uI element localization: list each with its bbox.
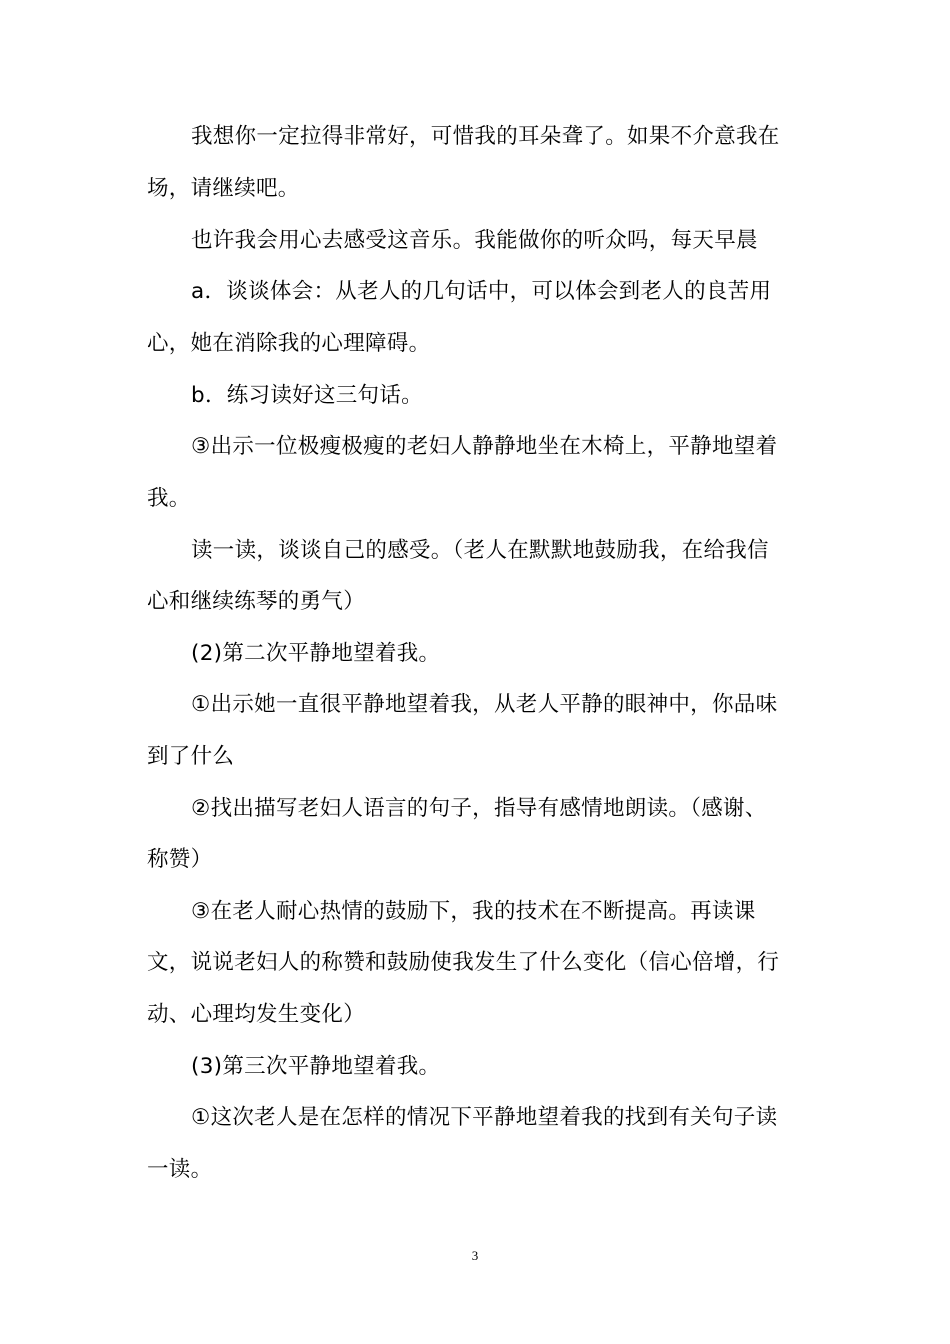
paragraph-10-line-3: 动、心理均发生变化） (147, 1002, 366, 1027)
paragraph-3-line-2: 心，她在消除我的心理障碍。 (147, 331, 431, 356)
paragraph-9-line-2: 称赞） (147, 847, 213, 872)
paragraph-12-line-2: 一读。 (147, 1157, 213, 1182)
paragraph-11-line-1: (3)第三次平静地望着我。 (191, 1054, 441, 1079)
paragraph-5-line-1: ③出示一位极瘦极瘦的老妇人静静地坐在木椅上，平静地望着 (191, 434, 778, 459)
paragraph-8-line-1: ①出示她一直很平静地望着我，从老人平静的眼神中，你品味 (191, 692, 778, 717)
page-number: 3 (471, 1248, 479, 1263)
paragraph-6-line-1: 读一读，谈谈自己的感受。（老人在默默地鼓励我，在给我信 (191, 538, 769, 563)
paragraph-1-line-1: 我想你一定拉得非常好，可惜我的耳朵聋了。如果不介意我在 (191, 124, 780, 149)
paragraph-6-line-2: 心和继续练琴的勇气） (147, 589, 366, 614)
paragraph-1-line-2: 场，请继续吧。 (147, 176, 300, 201)
paragraph-12-line-1: ①这次老人是在怎样的情况下平静地望着我的找到有关句子读 (191, 1105, 778, 1130)
paragraph-8-line-2: 到了什么 (147, 744, 235, 769)
paragraph-10-line-2: 文，说说老妇人的称赞和鼓励使我发生了什么变化（信心倍增，行 (147, 950, 780, 975)
paragraph-4-line-1: b．练习读好这三句话。 (191, 383, 423, 408)
paragraph-9-line-1: ②找出描写老妇人语言的句子，指导有感情地朗读。（感谢、 (191, 796, 767, 821)
paragraph-7-line-1: (2)第二次平静地望着我。 (191, 641, 441, 666)
paragraph-3-line-1: a．谈谈体会：从老人的几句话中，可以体会到老人的良苦用 (191, 279, 772, 304)
paragraph-2-line-1: 也许我会用心去感受这音乐。我能做你的听众吗，每天早晨 (191, 228, 758, 253)
paragraph-5-line-2: 我。 (147, 486, 191, 511)
paragraph-10-line-1: ③在老人耐心热情的鼓励下，我的技术在不断提高。再读课 (191, 899, 756, 924)
